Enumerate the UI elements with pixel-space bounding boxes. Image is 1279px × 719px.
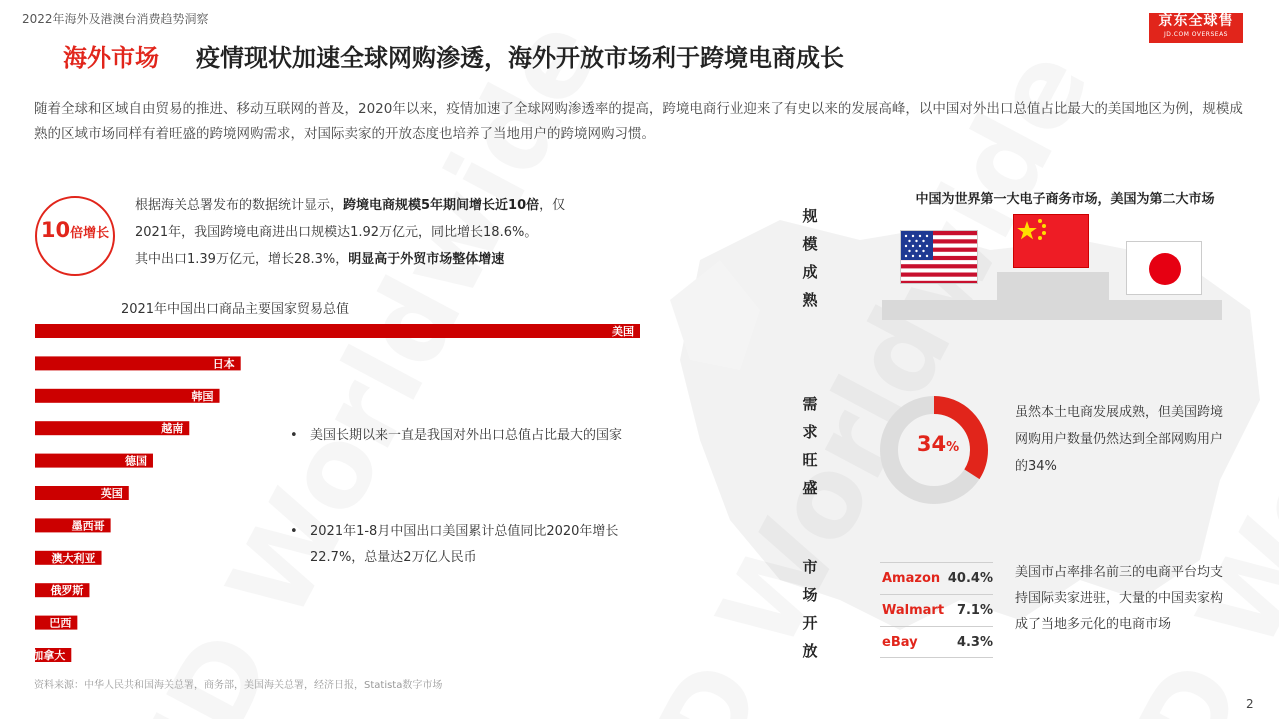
mature-title: 中国为世界第一大电子商务市场，美国为第二大市场 [915,192,1215,207]
growth-stats [135,192,625,273]
platform-name: Amazon [882,571,941,586]
report-name: 2022年海外及港澳台消费趋势洞察 [22,12,209,26]
platform-share-table [880,562,993,658]
chart-bar-label: 墨西哥 [71,519,105,533]
chart-bar-label: 加拿大 [32,649,66,662]
stats-line-3 [135,246,625,273]
chart-title: 2021年中国出口商品主要国家贸易总值 [120,302,350,317]
chart-bar-label: 越南 [161,422,184,436]
section-label-market: 市场开放 [802,558,818,660]
bullet-text: 2021年1-8月中国出口美国累计总值同比2020年增长22.7%，总量达2万亿人民币 [310,524,619,565]
podium-first-place [997,272,1109,302]
bullet-text: 美国长期以来一直是我国对外出口总值占比最大的国家 [310,428,623,443]
stats-text: 其中出口1.39万亿元，增长28.3%， [135,252,349,267]
platform-name: eBay [882,635,918,650]
chart-bar [35,324,640,338]
chart-bar-label: 韩国 [191,389,214,403]
stats-text: ，仅 [539,198,566,213]
table-row [880,562,993,594]
cn-flag-icon [1013,214,1089,268]
chart-bar [35,356,241,370]
growth-badge [37,218,113,242]
market-text: 美国市占率排名前三的电商平台均支持国际卖家进驻，大量的中国卖家构成了当地多元化的电商市场 [1015,565,1224,632]
donut-unit: % [946,440,960,455]
jd-logo [1149,13,1243,43]
platform-share: 4.3% [956,635,993,650]
bullet-item [290,423,640,449]
logo-sub-text: JD.COM OVERSEAS [1164,31,1228,38]
export-bar-chart [30,296,650,664]
stats-line-2: 2021年，我国跨境电商进出口规模达1.92万亿元，同比增长18.6%。 [135,225,538,240]
growth-badge-unit: 倍增长 [70,226,110,241]
section-label-demand: 需求旺盛 [802,395,818,497]
chart-bar-label: 澳大利亚 [51,551,96,565]
table-row [880,626,993,658]
jp-flag-icon [1126,241,1202,295]
chart-bar-label: 美国 [612,325,634,338]
platform-name: Walmart [882,603,945,618]
chart-bar-label: 巴西 [49,616,72,630]
chart-bar-label: 俄罗斯 [50,584,84,598]
bullet-dot-icon: • [290,524,298,539]
stats-text: 根据海关总署发布的数据统计显示， [135,198,344,213]
chart-bar-label: 日本 [212,357,235,371]
page-title: 疫情现状加速全球网购渗透，海外开放市场利于跨境电商成长 [196,44,844,72]
donut-label [900,432,976,456]
section-tag: 海外市场 [63,44,159,72]
stats-highlight: 跨境电商规模5年期间增长近10倍 [343,198,540,213]
platform-share: 7.1% [956,603,993,618]
page-number: 2 [1246,697,1254,711]
stats-line-1 [135,192,625,219]
podium-base [882,300,1222,320]
table-row [880,594,993,626]
chart-bar-label: 英国 [100,487,123,500]
demand-text: 虽然本土电商发展成熟，但美国跨境网购用户数量仍然达到全部网购用户的34% [1015,405,1224,474]
source-note: 资料来源：中华人民共和国海关总署，商务部，美国海关总署，经济日报，Statista数字市场 [34,680,443,691]
chart-bar-label: 德国 [124,454,147,468]
stats-highlight: 明显高于外贸市场整体增速 [348,252,505,267]
bullet-item [290,519,640,571]
bullet-dot-icon: • [290,428,298,443]
platform-share: 40.4% [947,571,993,586]
donut-value: 34 [916,432,947,456]
intro-paragraph: 随着全球和区域自由贸易的推进、移动互联网的普及，2020年以来，疫情加速了全球网购渗透率的提高，跨境电商行业迎来了有史以来的发展高峰，以中国对外出口总值占比最大的美国地区为例，规模成熟的区域市场同样有着旺盛的跨境网购需求，对国际卖家的开放态度也培养了当地用户的跨境网购习惯。 [34,101,1243,142]
growth-badge-value: 10 [40,218,71,242]
section-label-mature: 规模成熟 [802,207,818,309]
logo-main-text: 京东全球售 [1158,13,1234,29]
us-flag-icon [900,230,978,284]
